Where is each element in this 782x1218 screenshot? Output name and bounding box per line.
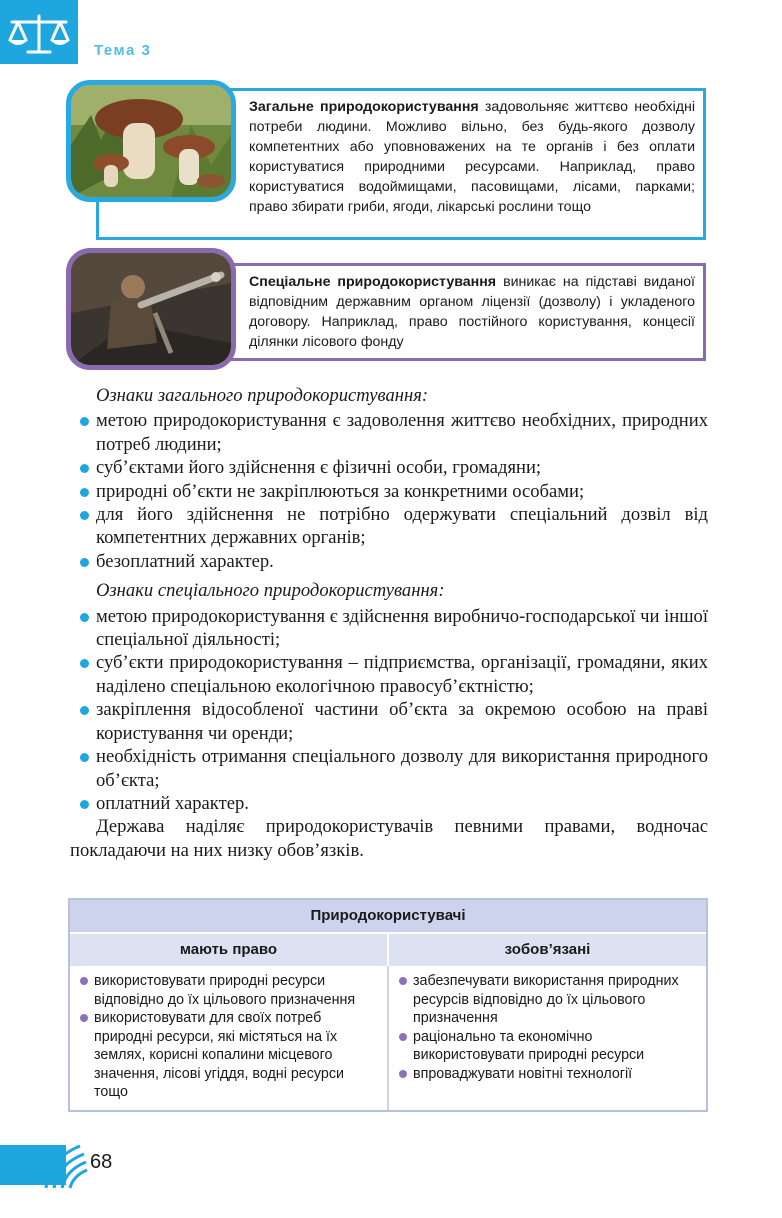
special-signs-list bbox=[70, 605, 708, 816]
duties-cell bbox=[387, 966, 706, 1110]
general-use-text bbox=[249, 97, 695, 217]
topic-label: Тема 3 bbox=[94, 42, 152, 59]
miner-image bbox=[71, 253, 231, 365]
special-signs-intro: Ознаки спеціального природокористування: bbox=[96, 580, 445, 602]
column-header-rights: мають право bbox=[179, 941, 278, 958]
rights-list bbox=[80, 972, 377, 1102]
list-item: суб’єкти природокористування – підприємства, організації, громадяни, яких наділено спеціальною екологічною правосуб’єктністю; bbox=[70, 651, 708, 698]
list-item: оплатний характер. bbox=[70, 792, 708, 815]
summary-paragraph: Держава наділяє природокористувачів певними правами, водночас покладаючи на них низку обов’язків. bbox=[70, 816, 708, 861]
general-signs-list bbox=[70, 409, 708, 573]
miner-photo bbox=[66, 248, 236, 370]
list-item: використовувати природні ресурси відповідно до їх цільового призначення bbox=[80, 972, 377, 1009]
list-item: метою природокористування є задоволення життєво необхідних, природних потреб людини; bbox=[70, 409, 708, 456]
mushrooms-image bbox=[71, 85, 231, 197]
header-corner-block bbox=[0, 0, 78, 64]
list-item: необхідність отримання спеціального дозволу для використання природного об’єкта; bbox=[70, 745, 708, 792]
rights-cell bbox=[70, 966, 387, 1110]
table-header-row bbox=[70, 934, 706, 966]
special-use-text bbox=[249, 272, 695, 352]
mushrooms-photo bbox=[66, 80, 236, 202]
column-header-duties: зобов’язані bbox=[387, 934, 706, 966]
general-use-term: Загальне природокористування bbox=[249, 99, 479, 115]
list-item: для його здійснення не потрібно одержувати спеціальний дозвіл від компетентних державних органів; bbox=[70, 503, 708, 550]
duties-list bbox=[399, 972, 696, 1083]
page-number: 68 bbox=[90, 1151, 113, 1173]
list-item: суб’єктами його здійснення є фізичні особи, громадяни; bbox=[70, 456, 708, 479]
table-row bbox=[70, 966, 706, 1110]
special-use-description: виникає на підставі виданої відповідним державним органом ліцензії (дозволу) і укладеного договору. Наприклад, право постійного користування, концесії ділянки лісового фонду bbox=[249, 274, 695, 350]
scales-icon bbox=[2, 12, 76, 56]
list-item: природні об’єкти не закріплюються за конкретними особами; bbox=[70, 480, 708, 503]
table-title: Природокористувачі bbox=[70, 900, 706, 934]
list-item: забезпечувати використання природних ресурсів відповідно до їх цільового призначення bbox=[399, 972, 696, 1028]
list-item: метою природокористування є здійснення виробничо-господарської чи іншої спеціальної діяльності; bbox=[70, 605, 708, 652]
general-signs-intro: Ознаки загального природокористування: bbox=[96, 385, 429, 406]
list-item: раціонально та економічно використовувати природні ресурси bbox=[399, 1028, 696, 1065]
list-item: використовувати для своїх потреб природні ресурси, які містяться на їх землях, корисні копалини місцевого значення, лісові угіддя, водні ресурси тощо bbox=[80, 1009, 377, 1102]
list-item: безоплатний характер. bbox=[70, 550, 708, 573]
general-use-description: задовольняє життєво необхідні потреби людини. Можливо вільно, без будь-якого дозволу компетентних або уповноважених на те органів і без оплати користуватися природними ресурсами. Наприклад, право користуватися водоймищами, пасовищами, лісами, парками; право збирати гриби, ягоди, лікарські рослини тощо bbox=[249, 99, 695, 215]
special-use-term: Спеціальне природокористування bbox=[249, 274, 497, 290]
main-text bbox=[70, 384, 708, 862]
footer-arcs-decoration bbox=[40, 1140, 88, 1190]
list-item: впроваджувати новітні технології bbox=[399, 1065, 696, 1084]
list-item: закріплення відособленої частини об’єкта за окремою особою на праві користування чи оренди; bbox=[70, 698, 708, 745]
nature-users-table bbox=[68, 898, 708, 1112]
